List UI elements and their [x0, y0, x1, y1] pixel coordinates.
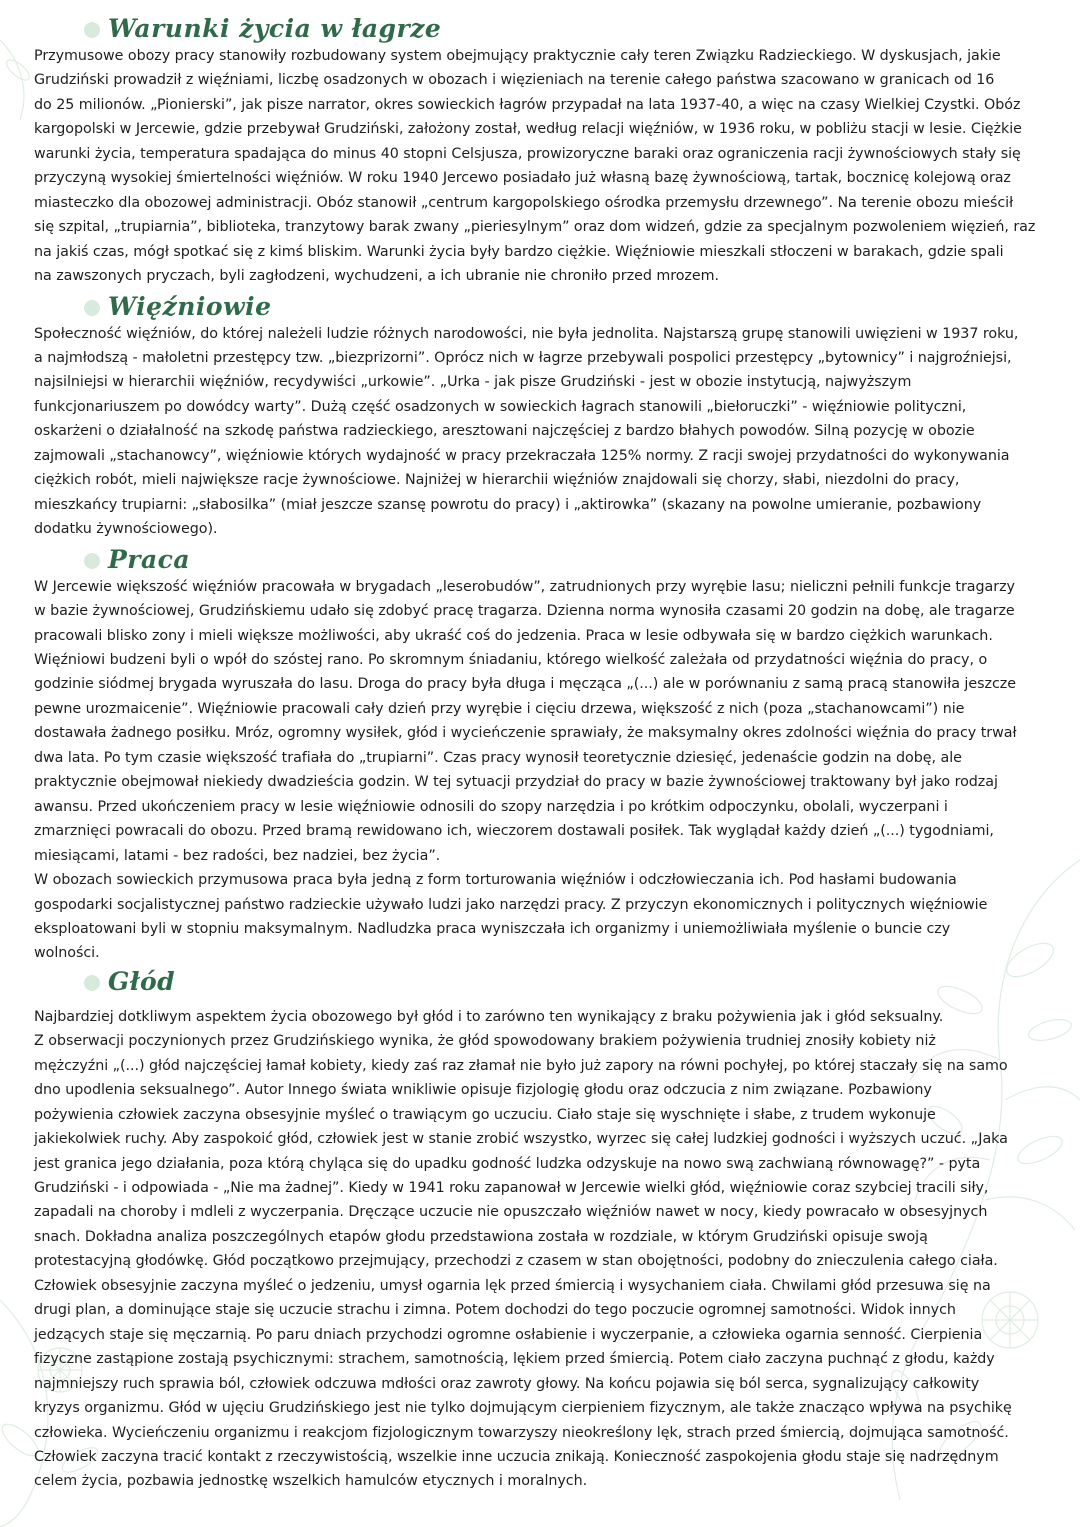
section-title [108, 967, 1054, 997]
section-title [108, 14, 1054, 44]
section-title-text: Warunki życia w łagrze [108, 14, 442, 43]
title-bullet-icon [84, 22, 100, 38]
section-title-text: Praca [108, 544, 191, 574]
section-body: Społeczność więźniów, do której należeli ludzie różnych narodowości, nie była jednolita. Najstarszą grupę stanowili uwięzieni w 1937 roku, a najmłodszą - małoletni przestępcy tzw. „biezprizorni”. Oprócz nich w łagrze przebywali pospolici przestępcy „bytownicy” i najgroźniejsi, najsilniejsi w hierarchii więźniów, recydywiści „urkowie”. „Urka - jak pisze Grudziński - jest w obozie instytucją, najwyższym funkcjonariuszem po dowódcy warty”. Dużą część osadzonych w sowieckich łagrach stanowili „biełoruczki” - więźniowie polityczni, oskarżeni o działalność na szkodę państwa radzieckiego, aresztowani najczęściej z bardzo błahych powodów. Silną pozycję w obozie zajmowali „stachanowcy”, więźniowie których wydajność w pracy przekraczała 125% normy. Z racji swojej przydatności do wykonywania ciężkich robót, mieli największe racje żywnościowe. Najniżej w hierarchii więźniów znajdowali się chorzy, słabi, niezdolni do pracy, mieszkańcy trupiarni: „słabosilka” (miał jeszcze szansę powrotu do pracy) i „aktirowka” (skazany na powolne umieranie, pozbawiony dodatku żywnościowego). [34, 325, 1019, 538]
section-title [108, 545, 1054, 575]
title-bullet-icon [84, 553, 100, 569]
section-title [108, 292, 1054, 322]
document-page [34, 14, 1054, 1494]
section-body: W Jercewie większość więźniów pracowała w brygadach „leserobudów”, zatrudnionych przy wyrębie lasu; nieliczni pełnili funkcje tragarzy w bazie żywnościowej, Grudzińskiemu udało się zdobyć pracę tragarza. Dzienna norma wynosiła czasami 20 godzin na dobę, ale tragarze pracowali blisko zony i mieli większe możliwości, aby ukraść coś do jedzenia. Praca w lesie odbywała się w bardzo ciężkich warunkach. Więźniowi budzeni byli o wpół do szóstej rano. Po skromnym śniadaniu, którego wielkość zależała od przydatności więźnia do pracy, o godzinie siódmej brygada wyruszała do lasu. Droga do pracy była długa i męcząca „(...) ale w porównaniu z samą pracą stanowiła jeszcze pewne urozmaicenie”. Więźniowie pracowali cały dzień przy wyrębie i cięciu drzewa, większość z nich (poza „stachanowcami”) nie dostawała żadnego posiłku. Mróz, ogromny wysiłek, głód i wycieńczenie sprawiały, że maksymalny okres zdolności więźnia do pracy trwał dwa lata. Po tym czasie większość trafiała do „trupiarni”. Czas pracy wynosił teoretycznie dziesięć, jedenaście godzin na dobę, ale praktycznie obejmował niekiedy dwadzieścia godzin. W tej sytuacji przydział do pracy w bazie żywnościowej traktowany był jako rodzaj awansu. Przed ukończeniem pracy w lesie więźniowie odnosili do szopy narzędzia i po krótkim odpoczynku, obolali, wyczerpani i zmarznięci powracali do obozu. Przed bramą rewidowano ich, wieczorem dostawali posiłek. Tak wyglądał każdy dzień „(...) tygodniami, miesiącami, latami - bez radości, bez nadziei, bez życia”. W obozach sowieckich przymusowa praca była jedną z form torturowania więźniów i odczłowieczania ich. Pod hasłami budowania gospodarki socjalistycznej państwo radzieckie używało ludzi jako narzędzi pracy. Z przyczyn ekonomicznych i politycznych więźniowie eksploatowani byli w stopniu maksymalnym. Nadludzka praca wyniszczała ich organizmy i uniemożliwiała myślenie o buncie czy wolności. [34, 578, 1017, 962]
title-bullet-icon [84, 300, 100, 316]
section-glod [34, 967, 1054, 1494]
section-praca [34, 545, 1054, 966]
section-body: Przymusowe obozy pracy stanowiły rozbudowany system obejmujący praktycznie cały teren Związku Radzieckiego. W dyskusjach, jakie Grudziński prowadził z więźniami, liczbę osadzonych w obozach i więzieniach na terenie całego państwa szacowano w granicach od 16 do 25 milionów. „Pionierski”, jak pisze narrator, okres sowieckich łagrów przypadał na lata 1937-40, a więc na czasy Wielkiej Czystki. Obóz kargopolski w Jercewie, gdzie przebywał Grudziński, założony został, według relacji więźniów, w 1936 roku, w pobliżu stacji w lesie. Ciężkie warunki życia, temperatura spadająca do minus 40 stopni Celsjusza, prowizoryczne baraki oraz ograniczenia racji żywnościowych stały się przyczyną wysokiej śmiertelności więźniów. W roku 1940 Jercewo posiadało już własną bazę żywnościową, tartak, bocznicę kolejową oraz miasteczko dla obozowej administracji. Obóz stanowił „centrum kargopolskiego ośrodka przemysłu drzewnego”. Na terenie obozu mieścił się szpital, „trupiarnia”, biblioteka, tranzytowy barak zwany „pieriesylnym” oraz dom widzeń, gdzie za specjalnym pozwoleniem więzień, raz na jakiś czas, mógł spotkać się z kimś bliskim. Warunki życia były bardzo ciężkie. Więźniowie mieszkali stłoczeni w barakach, gdzie spali na zawszonych pryczach, byli zagłodzeni, wychudzeni, a ich ubranie nie chroniło przed mrozem. [34, 48, 1036, 285]
section-title-text: Więźniowie [108, 291, 272, 321]
section-wiezniowie [34, 292, 1054, 542]
section-title-text: Głód [108, 966, 176, 996]
section-warunki-zycia [34, 14, 1054, 289]
title-bullet-icon [84, 975, 100, 991]
section-body: Najbardziej dotkliwym aspektem życia obozowego był głód i to zarówno ten wynikający z braku pożywienia jak i głód seksualny. Z obserwacji poczynionych przez Grudzińskiego wynika, że głód spowodowany brakiem pożywienia trudniej znosiły kobiety niż mężczyźni „(...) głód najczęściej łamał kobiety, kiedy zaś raz złamał nie było już zapory na równi pochyłej, po której staczały się na samo dno upodlenia seksualnego”. Autor Innego świata wnikliwie opisuje fizjologię głodu oraz odczucia z nim związane. Pozbawiony pożywienia człowiek zaczyna obsesyjnie myśleć o trawiącym go uczuciu. Ciało staje się wyschnięte i słabe, z trudem wykonuje jakiekolwiek ruchy. Aby zaspokoić głód, człowiek jest w stanie zrobić wszystko, wyrzec się całej ludzkiej godności i wyższych uczuć. „Jaka jest granica jego działania, poza którą chyląca się do upadku godność ludzka odzyskuje na nowo swą zachwianą równowagę?” - pyta Grudziński - i odpowiada - „Nie ma żadnej”. Kiedy w 1941 roku zapanował w Jercewie wielki głód, więźniowie coraz szybciej tracili siły, zapadali na choroby i mdleli z wyczerpania. Dręczące uczucie nie opuszczało więźniów nawet w nocy, kiedy powracało w obsesyjnych snach. Dokładna analiza poszczególnych etapów głodu przedstawiona została w rozdziale, w którym Grudziński opisuje swoją protestacyjną głodówkę. Głód początkowo przejmujący, przechodzi z czasem w stan obojętności, podobny do znieczulenia całego ciała. Człowiek obsesyjnie zaczyna myśleć o jedzeniu, umysł ogarnia lęk przed śmiercią i wysychaniem ciała. Chwilami głód przesuwa się na drugi plan, a dominujące staje się uczucie strachu i zimna. Potem dochodzi do tego poczucie ogromnej samotności. Widok innych jedzących staje się męczarnią. Po paru dniach przychodzi ogromne osłabienie i wyczerpanie, a człowieka ogarnia senność. Cierpienia fizyczne zastąpione zostają psychicznymi: strachem, samotnością, lękiem przed śmiercią. Potem ciało zaczyna puchnąć z głodu, każdy najmniejszy ruch sprawia ból, człowiek odczuwa mdłości oraz zawroty głowy. Na końcu pojawia się ból serca, sygnalizujący całkowity kryzys organizmu. Głód w ujęciu Grudzińskiego jest nie tylko dojmującym cierpieniem fizycznym, ale także znacząco wpływa na psychikę człowieka. Wycieńczeniu organizmu i reakcjom fizjologicznym towarzyszy nieokreślony lęk, strach przed śmiercią, dojmująca samotność. Człowiek zaczyna tracić kontakt z rzeczywistością, wszelkie inne uczucia znikają. Konieczność zaspokojenia głodu staje się nadrzędnym celem życia, pozbawia jednostkę wszelkich hamulców etycznych i moralnych. [34, 1008, 1012, 1490]
